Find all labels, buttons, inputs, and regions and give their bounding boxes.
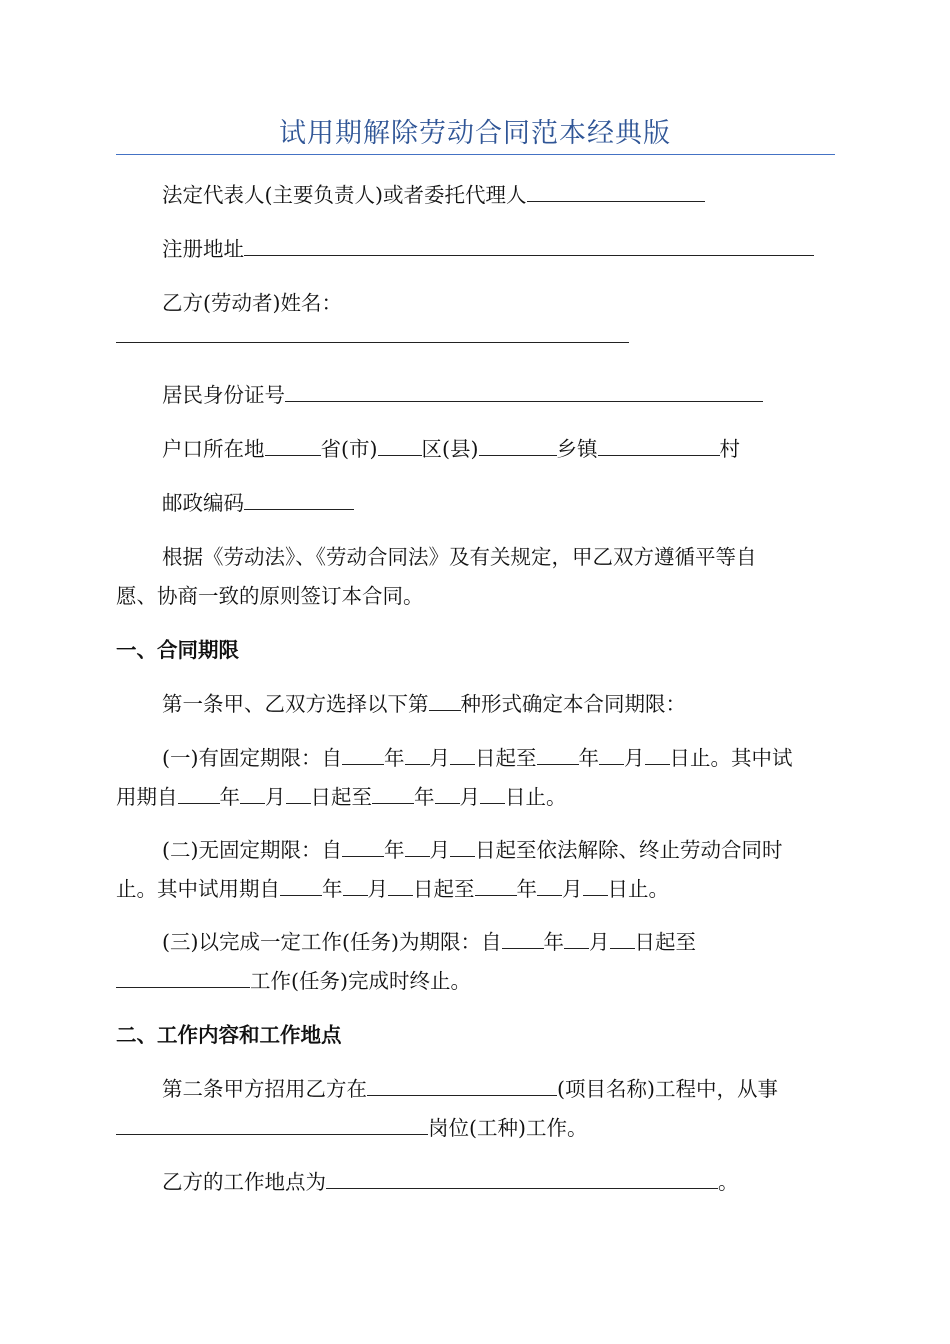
option-1-line-2 bbox=[116, 783, 567, 811]
month-label: 月 bbox=[459, 785, 480, 809]
blank[interactable] bbox=[610, 928, 635, 949]
document-title: 试用期解除劳动合同范本经典版 bbox=[279, 118, 671, 149]
blank[interactable] bbox=[342, 744, 384, 765]
year-label: 年 bbox=[543, 930, 564, 954]
party-b-name-line bbox=[162, 289, 342, 317]
legal-rep-line bbox=[162, 181, 705, 209]
option-2-line-2 bbox=[116, 875, 669, 903]
blank[interactable] bbox=[178, 783, 220, 804]
blank[interactable] bbox=[240, 783, 265, 804]
blank[interactable] bbox=[405, 744, 430, 765]
article-2-line-2 bbox=[116, 1114, 588, 1142]
form-choice-blank[interactable] bbox=[429, 690, 461, 711]
party-b-name-blank[interactable] bbox=[116, 322, 629, 343]
blank[interactable] bbox=[583, 875, 608, 896]
option-2-prefix: (二)无固定期限：自 bbox=[162, 838, 342, 862]
blank[interactable] bbox=[475, 875, 517, 896]
option-3-line2-suffix: 工作(任务)完成时终止。 bbox=[250, 969, 471, 993]
option-3-from: 日起至 bbox=[634, 930, 696, 954]
id-number-label: 居民身份证号 bbox=[162, 383, 285, 407]
year-label: 年 bbox=[219, 785, 240, 809]
project-name-blank[interactable] bbox=[367, 1075, 557, 1096]
month-label: 月 bbox=[589, 930, 610, 954]
article-2-text-a: 第二条甲方招用乙方在 bbox=[162, 1077, 367, 1101]
year-label: 年 bbox=[578, 746, 599, 770]
day-from-label: 日起至 bbox=[413, 877, 475, 901]
option-1-line2-prefix: 用期自 bbox=[116, 785, 178, 809]
year-label: 年 bbox=[384, 746, 405, 770]
legal-rep-blank[interactable] bbox=[527, 181, 705, 202]
year-label: 年 bbox=[516, 877, 537, 901]
article-1-text-b: 种形式确定本合同期限： bbox=[460, 692, 686, 716]
postcode-blank[interactable] bbox=[244, 489, 354, 510]
blank[interactable] bbox=[645, 744, 670, 765]
blank[interactable] bbox=[537, 744, 579, 765]
province-label: 省(市) bbox=[320, 437, 378, 461]
option-3-prefix: (三)以完成一定工作(任务)为期限：自 bbox=[162, 930, 502, 954]
article-1-line bbox=[162, 690, 686, 718]
village-blank[interactable] bbox=[598, 435, 720, 456]
postcode-label: 邮政编码 bbox=[162, 491, 244, 515]
option-2-mid: 日起至依法解除、终止劳动合同时 bbox=[475, 838, 783, 862]
day-from-label: 日起至 bbox=[475, 746, 537, 770]
year-label: 年 bbox=[322, 877, 343, 901]
workplace-end: 。 bbox=[718, 1170, 739, 1194]
title-underline bbox=[116, 154, 835, 155]
article-2-line-1 bbox=[162, 1075, 778, 1103]
section-1-heading: 一、合同期限 bbox=[116, 638, 239, 662]
month-label: 月 bbox=[367, 877, 388, 901]
intro-line-1: 根据《劳动法》、《劳动合同法》及有关规定，甲乙双方遵循平等自 bbox=[162, 545, 757, 569]
article-2-text-b: (项目名称)工程中，从事 bbox=[557, 1077, 778, 1101]
party-b-name-label: 乙方(劳动者)姓名： bbox=[162, 291, 342, 315]
option-1-line-1 bbox=[162, 744, 793, 772]
month-label: 月 bbox=[624, 746, 645, 770]
day-end-label: 日止。 bbox=[607, 877, 669, 901]
option-3-line-2 bbox=[116, 967, 471, 995]
blank[interactable] bbox=[280, 875, 322, 896]
option-2-line2-prefix: 止。其中试用期自 bbox=[116, 877, 280, 901]
intro-line-2: 愿、协商一致的原则签订本合同。 bbox=[116, 584, 424, 608]
hukou-line bbox=[162, 435, 740, 463]
address-label: 注册地址 bbox=[162, 237, 244, 261]
province-blank[interactable] bbox=[265, 435, 321, 456]
section-2-heading: 二、工作内容和工作地点 bbox=[116, 1023, 342, 1047]
id-number-line bbox=[162, 381, 763, 409]
workplace-label: 乙方的工作地点为 bbox=[162, 1170, 326, 1194]
blank[interactable] bbox=[537, 875, 562, 896]
village-label: 村 bbox=[719, 437, 740, 461]
blank[interactable] bbox=[450, 836, 475, 857]
month-label: 月 bbox=[429, 746, 450, 770]
blank[interactable] bbox=[435, 783, 460, 804]
workplace-line bbox=[162, 1168, 739, 1196]
legal-rep-label: 法定代表人(主要负责人)或者委托代理人 bbox=[162, 183, 527, 207]
position-blank[interactable] bbox=[116, 1114, 428, 1135]
district-label: 区(县) bbox=[421, 437, 479, 461]
month-label: 月 bbox=[562, 877, 583, 901]
blank[interactable] bbox=[405, 836, 430, 857]
town-label: 乡镇 bbox=[556, 437, 598, 461]
address-blank[interactable] bbox=[244, 235, 814, 256]
article-1-text-a: 第一条甲、乙双方选择以下第 bbox=[162, 692, 429, 716]
month-label: 月 bbox=[429, 838, 450, 862]
day-from-label: 日起至 bbox=[310, 785, 372, 809]
blank[interactable] bbox=[599, 744, 624, 765]
workplace-blank[interactable] bbox=[326, 1168, 718, 1189]
address-line bbox=[162, 235, 814, 263]
postcode-line bbox=[162, 489, 354, 517]
year-label: 年 bbox=[414, 785, 435, 809]
blank[interactable] bbox=[450, 744, 475, 765]
option-3-line-1 bbox=[162, 928, 696, 956]
option-2-line-1 bbox=[162, 836, 783, 864]
article-2-text-c: 岗位(工种)工作。 bbox=[428, 1116, 588, 1140]
day-end-label: 日止。 bbox=[669, 746, 731, 770]
blank[interactable] bbox=[372, 783, 414, 804]
blank[interactable] bbox=[502, 928, 544, 949]
blank[interactable] bbox=[480, 783, 505, 804]
id-number-blank[interactable] bbox=[285, 381, 763, 402]
blank[interactable] bbox=[286, 783, 311, 804]
blank[interactable] bbox=[564, 928, 589, 949]
blank[interactable] bbox=[342, 836, 384, 857]
option-1-trial: 其中试 bbox=[731, 746, 793, 770]
party-b-name-line-2 bbox=[116, 322, 629, 350]
task-blank[interactable] bbox=[116, 967, 250, 988]
year-label: 年 bbox=[384, 838, 405, 862]
option-1-prefix: (一)有固定期限：自 bbox=[162, 746, 342, 770]
hukou-label: 户口所在地 bbox=[162, 437, 265, 461]
month-label: 月 bbox=[265, 785, 286, 809]
blank[interactable] bbox=[343, 875, 368, 896]
town-blank[interactable] bbox=[479, 435, 557, 456]
blank[interactable] bbox=[388, 875, 413, 896]
day-end-label: 日止。 bbox=[505, 785, 567, 809]
district-blank[interactable] bbox=[378, 435, 422, 456]
